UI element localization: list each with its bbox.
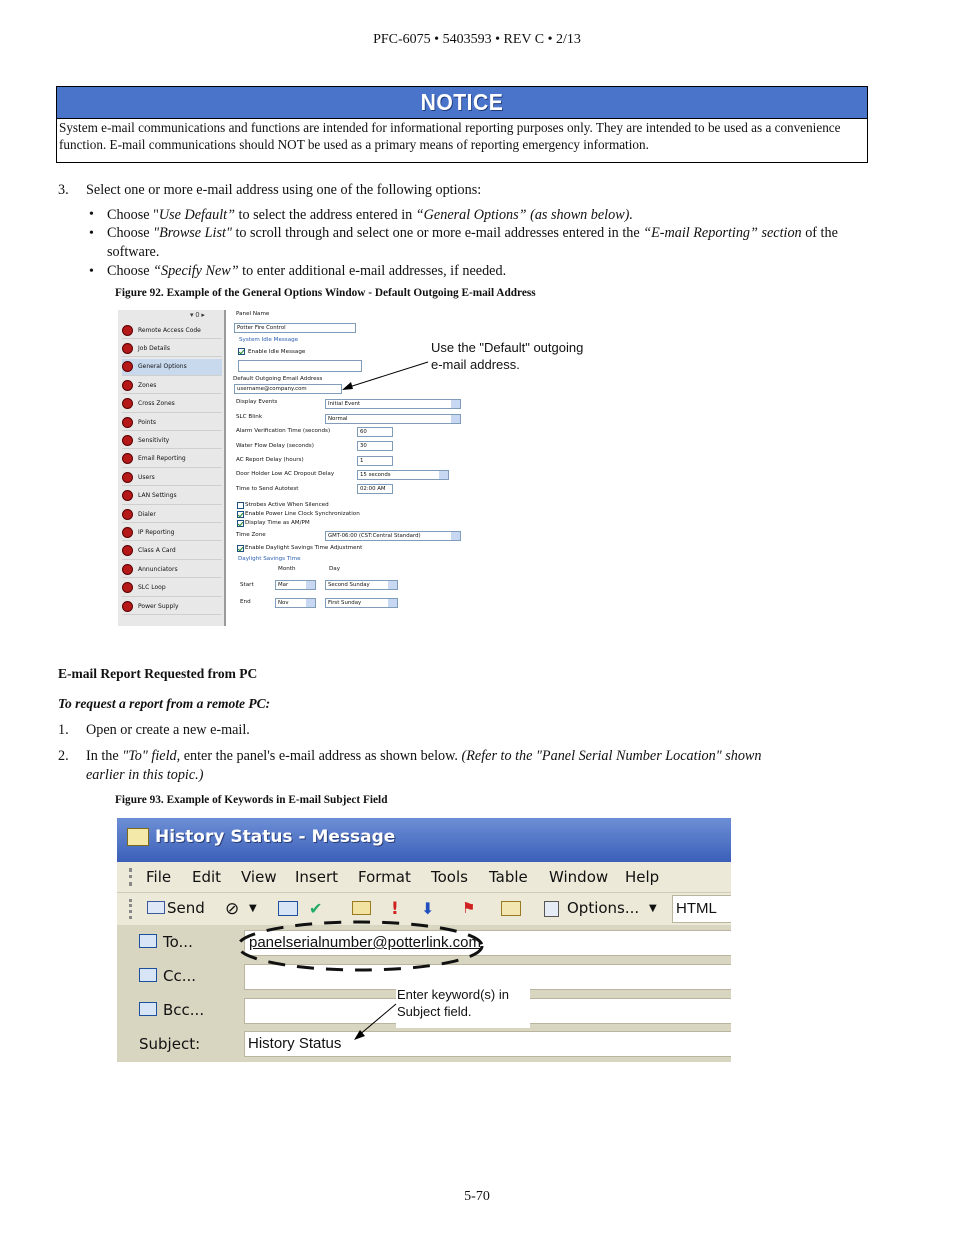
sidebar-toolbar-count: 0 xyxy=(195,312,200,319)
sidebar-item-label: Remote Access Code xyxy=(138,326,201,334)
dst-start-label: Start xyxy=(240,582,254,588)
bullet-2 xyxy=(107,224,847,262)
power-line-label: Enable Power Line Clock Synchronization xyxy=(245,511,360,517)
sidebar-item-label: Job Details xyxy=(138,344,170,352)
menu-edit[interactable]: Edit xyxy=(192,868,222,886)
address-book-icon xyxy=(139,968,157,982)
figure-92-caption: Figure 92. Example of the General Options Window - Default Outgoing E-mail Address xyxy=(115,287,536,299)
step3-number: 3. xyxy=(58,182,69,198)
step3-text: Select one or more e-mail address using one of the following options: xyxy=(86,182,482,198)
notice-box xyxy=(56,86,868,163)
dst-end-label: End xyxy=(240,599,251,605)
day-header: Day xyxy=(329,566,341,572)
enable-idle-label: Enable Idle Message xyxy=(248,349,306,355)
bcc-label: Bcc... xyxy=(163,1001,205,1019)
low-importance-icon[interactable]: ⬇ xyxy=(421,899,435,918)
format-select[interactable] xyxy=(672,895,731,923)
menu-help[interactable]: Help xyxy=(625,868,660,886)
display-events-label: Display Events xyxy=(236,399,278,405)
dst-group: Daylight Savings Time xyxy=(238,556,301,562)
figure-92-callout-line-1: Use the "Default" outgoing xyxy=(431,340,584,355)
toolbar-grip-handle[interactable] xyxy=(129,899,135,919)
step2-em: "To" field, xyxy=(122,748,181,764)
sidebar-item-label: General Options xyxy=(138,363,187,371)
potter-logo-icon xyxy=(122,343,133,354)
sidebar-item-label: SLC Loop xyxy=(138,584,166,592)
menu-view[interactable]: View xyxy=(241,868,277,886)
dst-checkbox[interactable] xyxy=(237,545,244,552)
sidebar-item-power-supply[interactable] xyxy=(122,598,222,615)
envelope-icon[interactable] xyxy=(352,901,371,915)
potter-logo-icon xyxy=(122,472,133,483)
figure-92-callout xyxy=(431,339,583,373)
ac-report-input[interactable]: 1 xyxy=(357,456,393,466)
attach-dropdown-icon[interactable]: ▼ xyxy=(249,903,257,914)
power-line-checkbox[interactable] xyxy=(237,511,244,518)
bullet-1-em2: “General Options” (as shown below). xyxy=(415,207,633,223)
section-heading: E-mail Report Requested from PC xyxy=(58,666,258,681)
sidebar-item-label: Zones xyxy=(138,381,157,389)
sidebar-item-label: Email Reporting xyxy=(138,455,186,463)
alarm-verification-input[interactable]: 60 xyxy=(357,427,393,437)
time-zone-label: Time Zone xyxy=(236,532,266,538)
potter-logo-icon xyxy=(122,325,133,336)
to-button[interactable] xyxy=(139,933,193,951)
address-book-icon xyxy=(139,1002,157,1016)
slc-blink-select[interactable]: Normal xyxy=(325,414,461,424)
figure-93-callout-arrow xyxy=(352,1002,398,1042)
send-button[interactable]: Send xyxy=(167,899,205,917)
sidebar-item-points[interactable] xyxy=(122,414,222,431)
open-envelope-icon[interactable] xyxy=(501,901,521,916)
menu-tools[interactable]: Tools xyxy=(431,868,468,886)
potter-logo-icon xyxy=(122,582,133,593)
options-icon[interactable] xyxy=(544,901,559,917)
potter-logo-icon xyxy=(122,453,133,464)
step1-text: Open or create a new e-mail. xyxy=(86,722,250,738)
month-header: Month xyxy=(278,566,296,572)
check-names-icon[interactable]: ✔ xyxy=(309,899,323,918)
potter-logo-icon xyxy=(122,361,133,372)
page-number: 5-70 xyxy=(464,1189,490,1204)
time-zone-select[interactable]: GMT-06:00 (CST:Central Standard) xyxy=(325,531,461,541)
options-dropdown-icon[interactable]: ▼ xyxy=(649,903,657,914)
bullet-2-em2: “E-mail Reporting” section xyxy=(643,225,802,241)
potter-logo-icon xyxy=(122,527,133,538)
sidebar-item-label: Sensitivity xyxy=(138,436,170,444)
high-importance-icon[interactable]: ! xyxy=(391,899,399,919)
sidebar-item-label: Dialer xyxy=(138,510,156,518)
menu-file[interactable]: File xyxy=(146,868,172,886)
bullet-3-dot: • xyxy=(89,264,94,279)
autotest-input[interactable]: 02:00 AM xyxy=(357,484,393,494)
figure-92-callout-arrow xyxy=(340,360,430,392)
sidebar-item-general-options[interactable] xyxy=(122,359,222,376)
potter-logo-icon xyxy=(122,398,133,409)
dst-end-month-select[interactable]: Nov xyxy=(275,598,316,608)
water-flow-input[interactable]: 30 xyxy=(357,441,393,451)
sidebar-item-label: Cross Zones xyxy=(138,400,175,408)
sidebar-item-slc-loop[interactable] xyxy=(122,580,222,597)
default-email-input[interactable]: username@company.com xyxy=(234,384,342,394)
step2-em3: earlier in this topic.) xyxy=(86,767,204,783)
pin-icon[interactable]: ▸ xyxy=(201,312,205,319)
step2-pre: In the xyxy=(86,748,123,764)
dst-label: Enable Daylight Savings Time Adjustment xyxy=(245,545,363,551)
bullet-1-dot: • xyxy=(89,207,94,222)
enable-idle-checkbox[interactable] xyxy=(238,348,245,355)
door-holder-select[interactable]: 15 seconds xyxy=(357,470,449,480)
sidebar-item-class-a-card[interactable] xyxy=(122,543,222,560)
idle-message-group: System Idle Message xyxy=(239,337,299,343)
figure-92-callout-line-2: e-mail address. xyxy=(431,357,520,372)
menu-format[interactable]: Format xyxy=(358,868,411,886)
sidebar-item-cross-zones[interactable] xyxy=(122,396,222,413)
bullet-1-em: Use Default” xyxy=(158,207,235,223)
potter-logo-icon xyxy=(122,435,133,446)
sidebar-item-label: IP Reporting xyxy=(138,528,175,536)
document-code-header: PFC-6075 • 5403593 • REV C • 2/13 xyxy=(373,32,581,47)
send-icon[interactable] xyxy=(147,901,165,914)
step2-mid: enter the panel's e-mail address as shown below. xyxy=(180,748,462,764)
bullet-2-pre: Choose xyxy=(107,225,154,241)
message-window-title: History Status - Message xyxy=(155,827,396,847)
bullet-1 xyxy=(107,206,847,225)
dst-end-day-select[interactable]: First Sunday xyxy=(325,598,398,608)
cc-label: Cc... xyxy=(163,967,197,985)
sidebar-toolbar xyxy=(190,311,205,319)
address-book-icon xyxy=(139,934,157,948)
notice-text: System e-mail communications and functions are intended for informational reporting purposes only. They are intended to be used as a convenience function. E-mail communications should NOT be used as a primary means of reporting emergency information. xyxy=(59,120,841,152)
sidebar-item-dialer[interactable] xyxy=(122,506,222,523)
step1-number: 1. xyxy=(58,722,69,738)
sidebar-item-label: Points xyxy=(138,418,157,426)
sidebar-item-label: Power Supply xyxy=(138,602,179,610)
attach-icon[interactable]: ⊘ xyxy=(225,899,240,919)
potter-logo-icon xyxy=(122,545,133,556)
potter-logo-icon xyxy=(122,380,133,391)
panel-name-label: Panel Name xyxy=(236,311,270,317)
menu-window[interactable]: Window xyxy=(549,868,609,886)
menu-table[interactable]: Table xyxy=(489,868,528,886)
bullet-2-post: of the software. xyxy=(107,225,838,260)
bullet-1-pre: Choose " xyxy=(107,207,159,223)
ampm-label: Display Time as AM/PM xyxy=(245,520,310,526)
door-holder-label: Door Holder Low AC Dropout Delay xyxy=(236,471,335,477)
ac-report-label: AC Report Delay (hours) xyxy=(236,457,304,463)
default-email-label: Default Outgoing Email Address xyxy=(233,376,323,382)
potter-logo-icon xyxy=(122,490,133,501)
display-events-select[interactable]: Initial Event xyxy=(325,399,461,409)
sidebar-item-label: Class A Card xyxy=(138,547,176,555)
to-label: To... xyxy=(163,933,193,951)
dst-start-month-select[interactable]: Mar xyxy=(275,580,316,590)
cc-button[interactable] xyxy=(139,967,196,985)
sidebar-item-sensitivity[interactable] xyxy=(122,432,222,449)
slc-blink-label: SLC Blink xyxy=(236,414,263,420)
subject-field-value: History Status xyxy=(248,1035,342,1052)
sidebar-item-zones[interactable] xyxy=(122,377,222,394)
bullet-2-dot: • xyxy=(89,226,94,241)
potter-logo-icon xyxy=(122,564,133,575)
message-title-bar xyxy=(117,818,731,862)
sidebar-item-ip-reporting[interactable] xyxy=(122,524,222,541)
sidebar-item-remote-access-code[interactable] xyxy=(122,322,222,339)
sidebar-item-label: LAN Settings xyxy=(138,492,177,500)
menu-insert[interactable]: Insert xyxy=(295,868,339,886)
potter-logo-icon xyxy=(122,509,133,520)
figure-93-callout xyxy=(397,986,509,1020)
sidebar-item-annunciators[interactable] xyxy=(122,561,222,578)
strobes-checkbox[interactable] xyxy=(237,502,244,509)
menu-bar xyxy=(117,862,731,892)
subject-label: Subject: xyxy=(139,1035,201,1053)
subject-field[interactable] xyxy=(244,1031,731,1057)
notice-title: NOTICE xyxy=(420,89,504,115)
menu-grip-handle[interactable] xyxy=(129,868,135,886)
step2-text xyxy=(86,747,856,785)
bcc-button[interactable] xyxy=(139,1001,204,1019)
format-select-value: HTML xyxy=(676,900,717,917)
bullet-3-mid: to enter additional e-mail addresses, if needed. xyxy=(238,263,507,279)
sidebar-item-lan-settings[interactable] xyxy=(122,488,222,505)
potter-logo-icon xyxy=(122,601,133,612)
sidebar-item-label: Annunciators xyxy=(138,565,178,573)
message-window-icon xyxy=(127,828,149,846)
options-button[interactable]: Options... xyxy=(567,899,640,917)
water-flow-label: Water Flow Delay (seconds) xyxy=(236,443,314,449)
bullet-3-pre: Choose xyxy=(107,263,154,279)
autotest-label: Time to Send Autotest xyxy=(236,486,299,492)
address-book-icon[interactable] xyxy=(278,901,298,916)
dst-start-day-select[interactable]: Second Sunday xyxy=(325,580,398,590)
bullet-2-em: "Browse List" xyxy=(153,225,232,241)
notice-title-bar xyxy=(57,87,867,119)
potter-logo-icon xyxy=(122,417,133,428)
chevron-down-icon[interactable]: ▾ xyxy=(190,312,194,319)
step2-number: 2. xyxy=(58,748,69,764)
bullet-3-em: “Specify New” xyxy=(153,263,239,279)
alarm-verification-label: Alarm Verification Time (seconds) xyxy=(236,428,331,434)
section-subheading: To request a report from a remote PC: xyxy=(58,696,271,711)
ampm-checkbox[interactable] xyxy=(237,520,244,527)
sidebar-item-label: Users xyxy=(138,473,155,481)
bullet-1-mid: to select the address entered in xyxy=(234,207,416,223)
figure-93-callout-line-2: Subject field. xyxy=(397,1004,472,1019)
bullet-2-mid: to scroll through and select one or more e-mail addresses entered in the xyxy=(231,225,644,241)
options-sidebar xyxy=(118,310,226,626)
figure-93-caption: Figure 93. Example of Keywords in E-mail Subject Field xyxy=(115,794,388,806)
bullet-3 xyxy=(107,262,847,281)
sidebar-item-email-reporting[interactable] xyxy=(122,451,222,468)
step2-em2: (Refer to the "Panel Serial Number Location" shown xyxy=(461,748,762,764)
follow-up-flag-icon[interactable]: ⚑ xyxy=(462,899,476,917)
sidebar-item-users[interactable] xyxy=(122,469,222,486)
strobes-label: Strobes Active When Silenced xyxy=(245,502,329,508)
sidebar-item-job-details[interactable] xyxy=(122,340,222,357)
to-field-highlight-ellipse xyxy=(228,918,488,976)
panel-name-input[interactable]: Potter Fire Control xyxy=(234,323,356,333)
to-field-value: panelserialnumber@potterlink.com xyxy=(249,934,482,951)
figure-93-callout-line-1: Enter keyword(s) in xyxy=(397,987,509,1002)
